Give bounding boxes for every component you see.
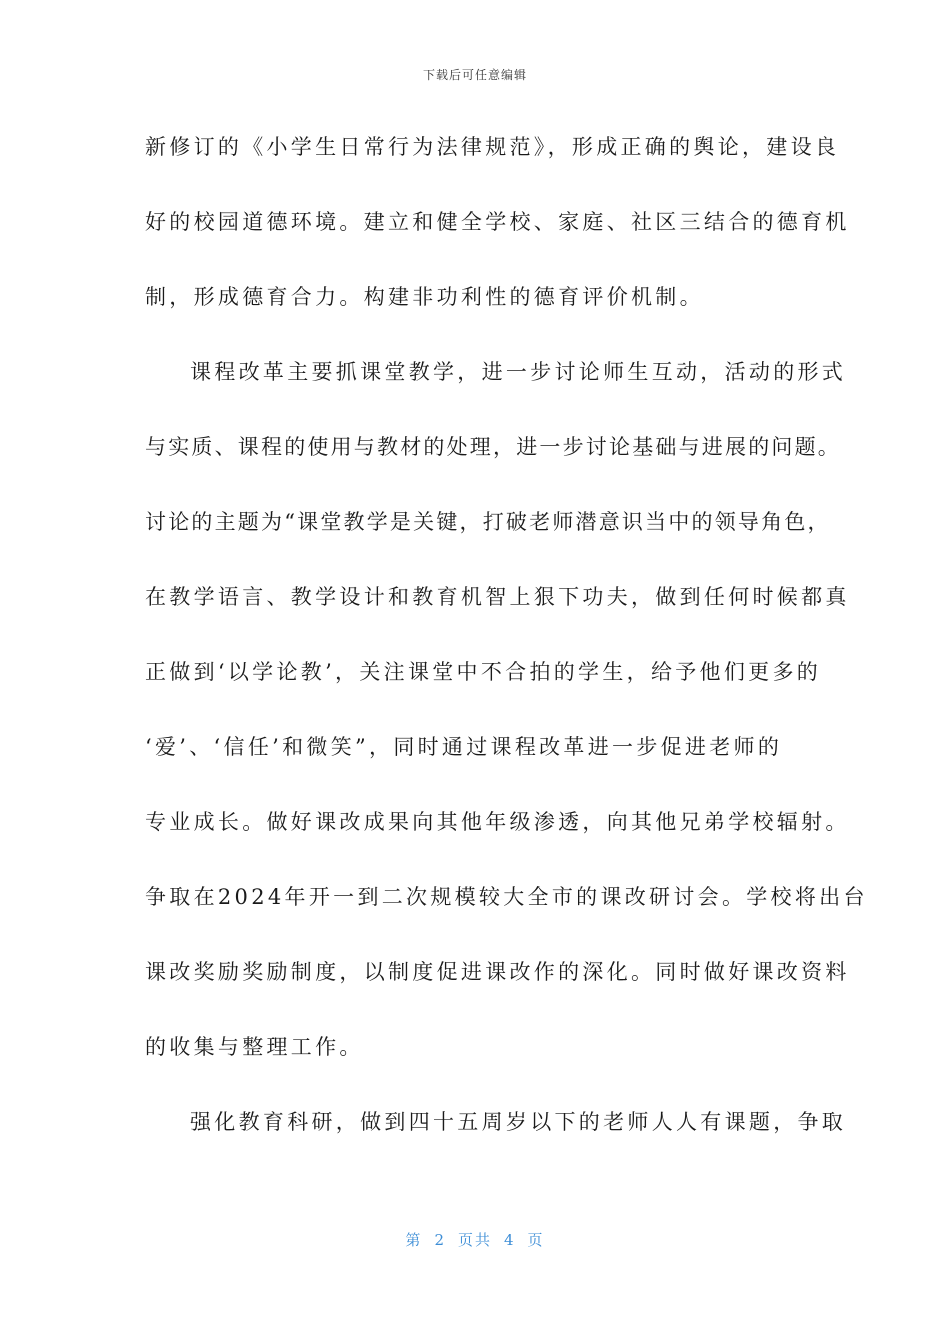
text-line: 好的校园道德环境。建立和健全学校、家庭、社区三结合的德育机	[145, 210, 850, 234]
footer-middle: 页共	[457, 1231, 492, 1249]
text-line: 与实质、课程的使用与教材的处理，进一步讨论基础与进展的问题。	[145, 435, 841, 459]
paragraph-start-line: 强化教育科研，做到四十五周岁以下的老师人人有课题，争取	[190, 1110, 847, 1134]
footer-prefix: 第	[405, 1231, 423, 1249]
text-line: 争取在2024年开一到二次规模较大全市的课改研讨会。学校将出台	[145, 885, 868, 909]
text-line: 的收集与整理工作。	[145, 1035, 364, 1059]
footer-total-pages: 4	[504, 1231, 516, 1249]
page-footer	[0, 1229, 950, 1250]
footer-page-number: 2	[434, 1231, 446, 1249]
document-body	[145, 128, 868, 1178]
text-line: 正做到‘以学论教’，关注课堂中不合拍的学生，给予他们更多的	[145, 660, 822, 684]
text-line: 专业成长。做好课改成果向其他年级渗透，向其他兄弟学校辐射。	[145, 810, 850, 834]
text-line: 新修订的《小学生日常行为法律规范》，形成正确的舆论，建设良	[145, 135, 840, 159]
footer-suffix: 页	[527, 1231, 545, 1249]
text-line: 制，形成德育合力。构建非功利性的德育评价机制。	[145, 285, 704, 309]
text-line: ‘爱’、‘信任’和微笑”，同时通过课程改革进一步促进老师的	[145, 735, 783, 759]
text-line: 课改奖励奖励制度，以制度促进课改作的深化。同时做好课改资料	[145, 960, 850, 984]
page-header-note: 下载后可任意编辑	[422, 68, 527, 82]
text-line: 在教学语言、教学设计和教育机智上狠下功夫，做到任何时候都真	[145, 585, 850, 609]
paragraph-start-line: 课程改革主要抓课堂教学，进一步讨论师生互动，活动的形式	[190, 360, 847, 384]
text-line: 讨论的主题为“课堂教学是关键，打破老师潜意识当中的领导角色，	[145, 510, 831, 534]
